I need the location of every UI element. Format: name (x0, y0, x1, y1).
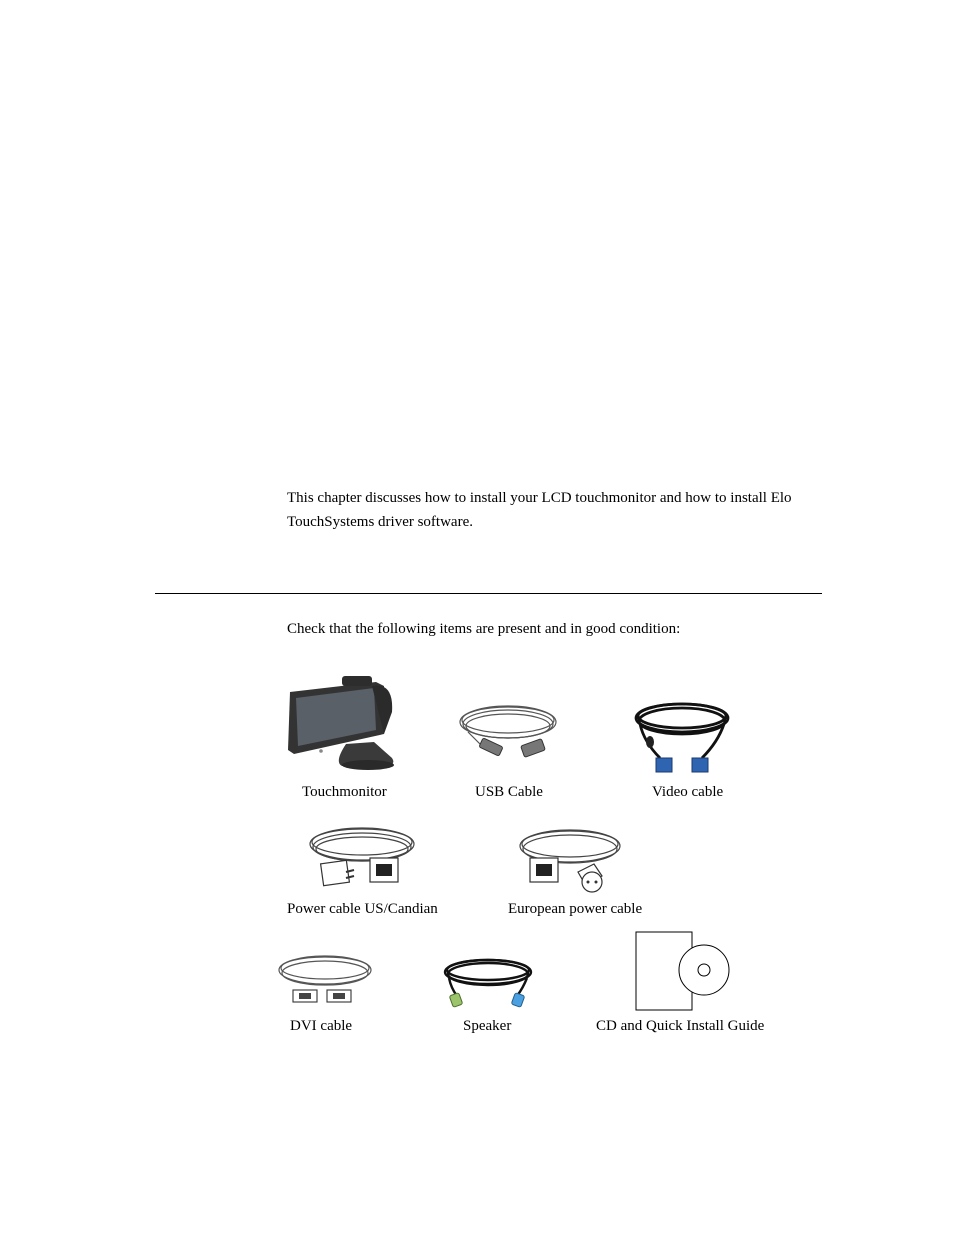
caption-touchmonitor: Touchmonitor (302, 784, 387, 800)
caption-speaker: Speaker (463, 1018, 512, 1034)
intro-line-1: This chapter discusses how to install your LCD touchmonitor and how to install Elo (287, 490, 792, 506)
usb-cable-image (456, 698, 560, 764)
caption-usb-cable: USB Cable (475, 784, 543, 800)
intro-paragraph (287, 486, 832, 534)
video-cable-image (630, 698, 734, 778)
cd-guide-image (634, 930, 732, 1012)
power-cable-us-image (306, 824, 420, 890)
touchmonitor-image (284, 672, 400, 772)
intro-line-2: TouchSystems driver software. (287, 514, 473, 530)
dvi-cable-image (275, 952, 375, 1010)
caption-video-cable: Video cable (652, 784, 724, 800)
caption-power-cable-eu: European power cable (508, 901, 643, 917)
checklist-instruction: Check that the following items are present and in good condition: (287, 621, 681, 637)
power-cable-eu-image (516, 826, 624, 896)
section-divider (155, 593, 822, 594)
caption-power-cable-us: Power cable US/Candian (287, 901, 438, 917)
caption-dvi-cable: DVI cable (290, 1018, 353, 1034)
caption-cd-guide: CD and Quick Install Guide (596, 1018, 765, 1034)
speaker-cable-image (441, 954, 535, 1012)
